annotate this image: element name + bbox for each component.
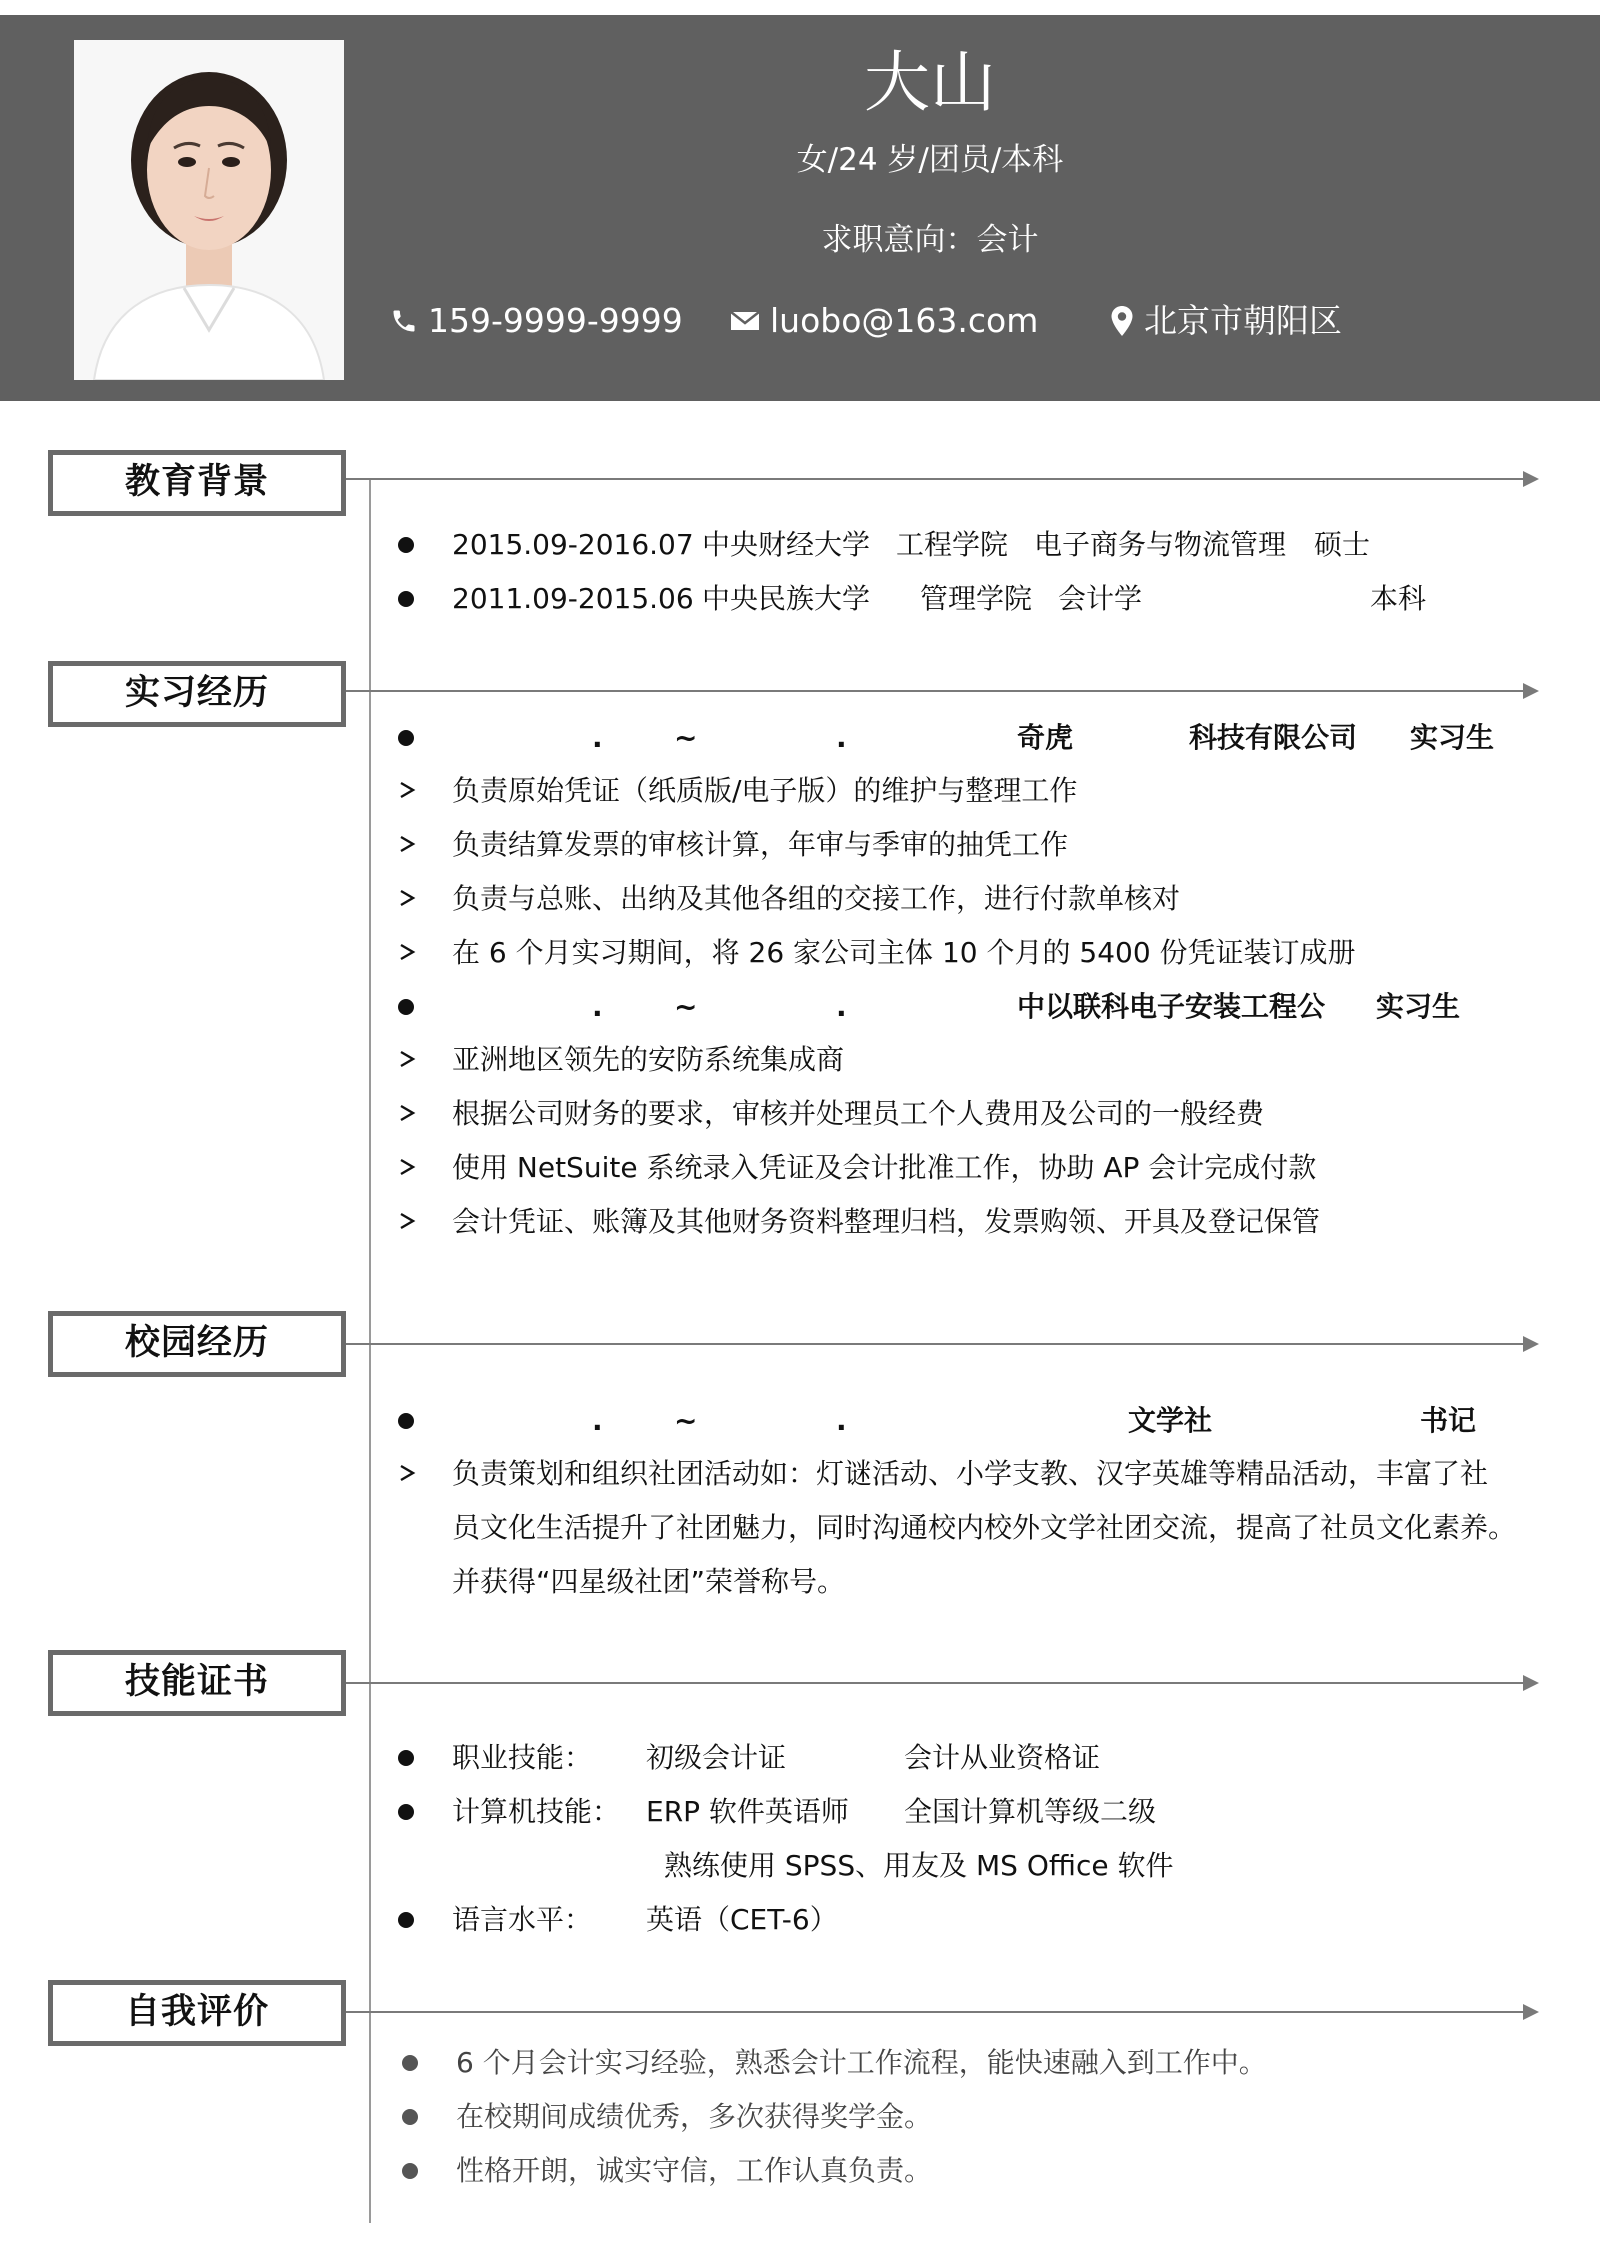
campus-desc-line: 并获得“四星级社团”荣誉称号。: [452, 1565, 846, 1598]
section-title-self: 自我评价: [48, 1980, 346, 2046]
campus-desc-line: 员文化生活提升了社团魅力，同时沟通校内校外文学社团交流，提高了社员文化素养。: [452, 1511, 1517, 1544]
job-company: 中以联科电子安装工程公: [1017, 990, 1326, 1023]
chevron-right-icon: [398, 943, 416, 961]
self-eval-item: 6 个月会计实习经验，熟悉会计工作流程，能快速融入到工作中。: [456, 2046, 1267, 2079]
campus-role: 书记: [1420, 1404, 1477, 1437]
email-address: luobo@163.com: [770, 301, 1039, 340]
section-divider: [345, 1682, 1525, 1684]
duty-item: 使用 NetSuite 系统录入凭证及会计批准工作，协助 AP 会计完成付款: [452, 1151, 1317, 1184]
section-divider: [345, 2011, 1525, 2013]
campus-desc-line: 负责策划和组织社团活动如：灯谜活动、小学支教、汉字英雄等精品活动，丰富了社: [452, 1457, 1489, 1490]
self-eval-item: 性格开朗，诚实守信，工作认真负责。: [456, 2154, 933, 2187]
portrait-image: [74, 40, 344, 380]
mail-icon: [730, 309, 760, 333]
campus-org: 文学社: [1128, 1404, 1213, 1437]
edu-school: 中央民族大学: [702, 582, 871, 615]
candidate-meta: 女/24 岁/团员/本科: [796, 142, 1064, 178]
edu-major: 会计学: [1058, 582, 1143, 615]
duty-item: 亚洲地区领先的安防系统集成商: [452, 1043, 845, 1076]
section-title-skills: 技能证书: [48, 1650, 346, 1716]
section-divider: [345, 1343, 1525, 1345]
skill-item: ERP 软件英语师: [646, 1795, 849, 1828]
chevron-right-icon: [398, 781, 416, 799]
job-sep: .: [836, 990, 847, 1023]
campus-sep: .: [836, 1404, 847, 1437]
candidate-name: 大山: [864, 44, 996, 121]
job-sep: .: [592, 721, 603, 754]
phone-number: 159-9999-9999: [428, 301, 683, 340]
edu-degree: 硕士: [1314, 528, 1371, 561]
campus-tilde: ~: [674, 1404, 698, 1437]
section-divider: [345, 690, 1525, 692]
job-intent: 求职意向：会计: [821, 222, 1039, 258]
chevron-right-icon: [398, 1104, 416, 1122]
skill-item: 全国计算机等级二级: [904, 1795, 1157, 1828]
duty-item: 会计凭证、账簿及其他财务资料整理归档，发票购领、开具及登记保管: [452, 1205, 1321, 1238]
edu-school: 中央财经大学: [702, 528, 871, 561]
campus-sep: .: [592, 1404, 603, 1437]
bullet-dot-icon: [402, 2163, 418, 2179]
duty-item: 负责结算发票的审核计算，年审与季审的抽凭工作: [452, 828, 1069, 861]
profile-photo: [74, 40, 344, 380]
contact-location: [1110, 299, 1342, 343]
bullet-dot-icon: [402, 2055, 418, 2071]
chevron-right-icon: [398, 1212, 416, 1230]
bullet-dot-icon: [402, 2109, 418, 2125]
section-divider: [345, 478, 1525, 480]
bullet-dot-icon: [398, 1413, 414, 1429]
skill-label: 语言水平：: [452, 1903, 593, 1936]
self-eval-item: 在校期间成绩优秀，多次获得奖学金。: [456, 2100, 933, 2133]
edu-period: 2011.09-2015.06: [452, 582, 694, 615]
duty-item: 根据公司财务的要求，审核并处理员工个人费用及公司的一般经费: [452, 1097, 1265, 1130]
section-title-education: 教育背景: [48, 450, 346, 516]
job-role: 实习生: [1410, 721, 1495, 754]
edu-period: 2015.09-2016.07: [452, 528, 694, 561]
bullet-dot-icon: [398, 1804, 414, 1820]
bullet-dot-icon: [398, 999, 414, 1015]
chevron-right-icon: [398, 889, 416, 907]
chevron-right-icon: [398, 1050, 416, 1068]
skill-item: 会计从业资格证: [904, 1741, 1101, 1774]
timeline-line: [369, 478, 371, 2223]
bullet-dot-icon: [398, 591, 414, 607]
section-title-campus: 校园经历: [48, 1311, 346, 1377]
job-tilde: ~: [674, 990, 698, 1023]
chevron-right-icon: [398, 835, 416, 853]
duty-item: 在 6 个月实习期间，将 26 家公司主体 10 个月的 5400 份凭证装订成册: [452, 936, 1356, 969]
skill-item: 熟练使用 SPSS、用友及 MS Office 软件: [664, 1849, 1174, 1882]
job-role: 实习生: [1376, 990, 1461, 1023]
job-tilde: ~: [674, 721, 698, 754]
location-pin-icon: [1110, 305, 1134, 337]
edu-college: 工程学院: [896, 528, 1009, 561]
bullet-dot-icon: [398, 1750, 414, 1766]
contact-email[interactable]: [730, 299, 1038, 343]
phone-icon: [390, 306, 418, 336]
bullet-dot-icon: [398, 537, 414, 553]
bullet-dot-icon: [398, 730, 414, 746]
duty-item: 负责原始凭证（纸质版/电子版）的维护与整理工作: [452, 774, 1078, 807]
skill-label: 计算机技能：: [452, 1795, 621, 1828]
edu-major: 电子商务与物流管理: [1034, 528, 1287, 561]
job-company: 奇虎: [1017, 721, 1074, 754]
section-title-internship: 实习经历: [48, 661, 346, 727]
skill-item: 初级会计证: [646, 1741, 787, 1774]
edu-college: 管理学院: [920, 582, 1033, 615]
job-sep: .: [592, 990, 603, 1023]
chevron-right-icon: [398, 1464, 416, 1482]
duty-item: 负责与总账、出纳及其他各组的交接工作，进行付款单核对: [452, 882, 1181, 915]
location-text: 北京市朝阳区: [1144, 301, 1342, 340]
header-banner: [0, 15, 1600, 401]
job-company-suffix: 科技有限公司: [1189, 721, 1358, 754]
chevron-right-icon: [398, 1158, 416, 1176]
skill-item: 英语（CET-6）: [646, 1903, 838, 1936]
job-sep: .: [836, 721, 847, 754]
skill-label: 职业技能：: [452, 1741, 593, 1774]
contact-phone[interactable]: [390, 299, 683, 343]
bullet-dot-icon: [398, 1912, 414, 1928]
edu-degree: 本科: [1370, 582, 1427, 615]
